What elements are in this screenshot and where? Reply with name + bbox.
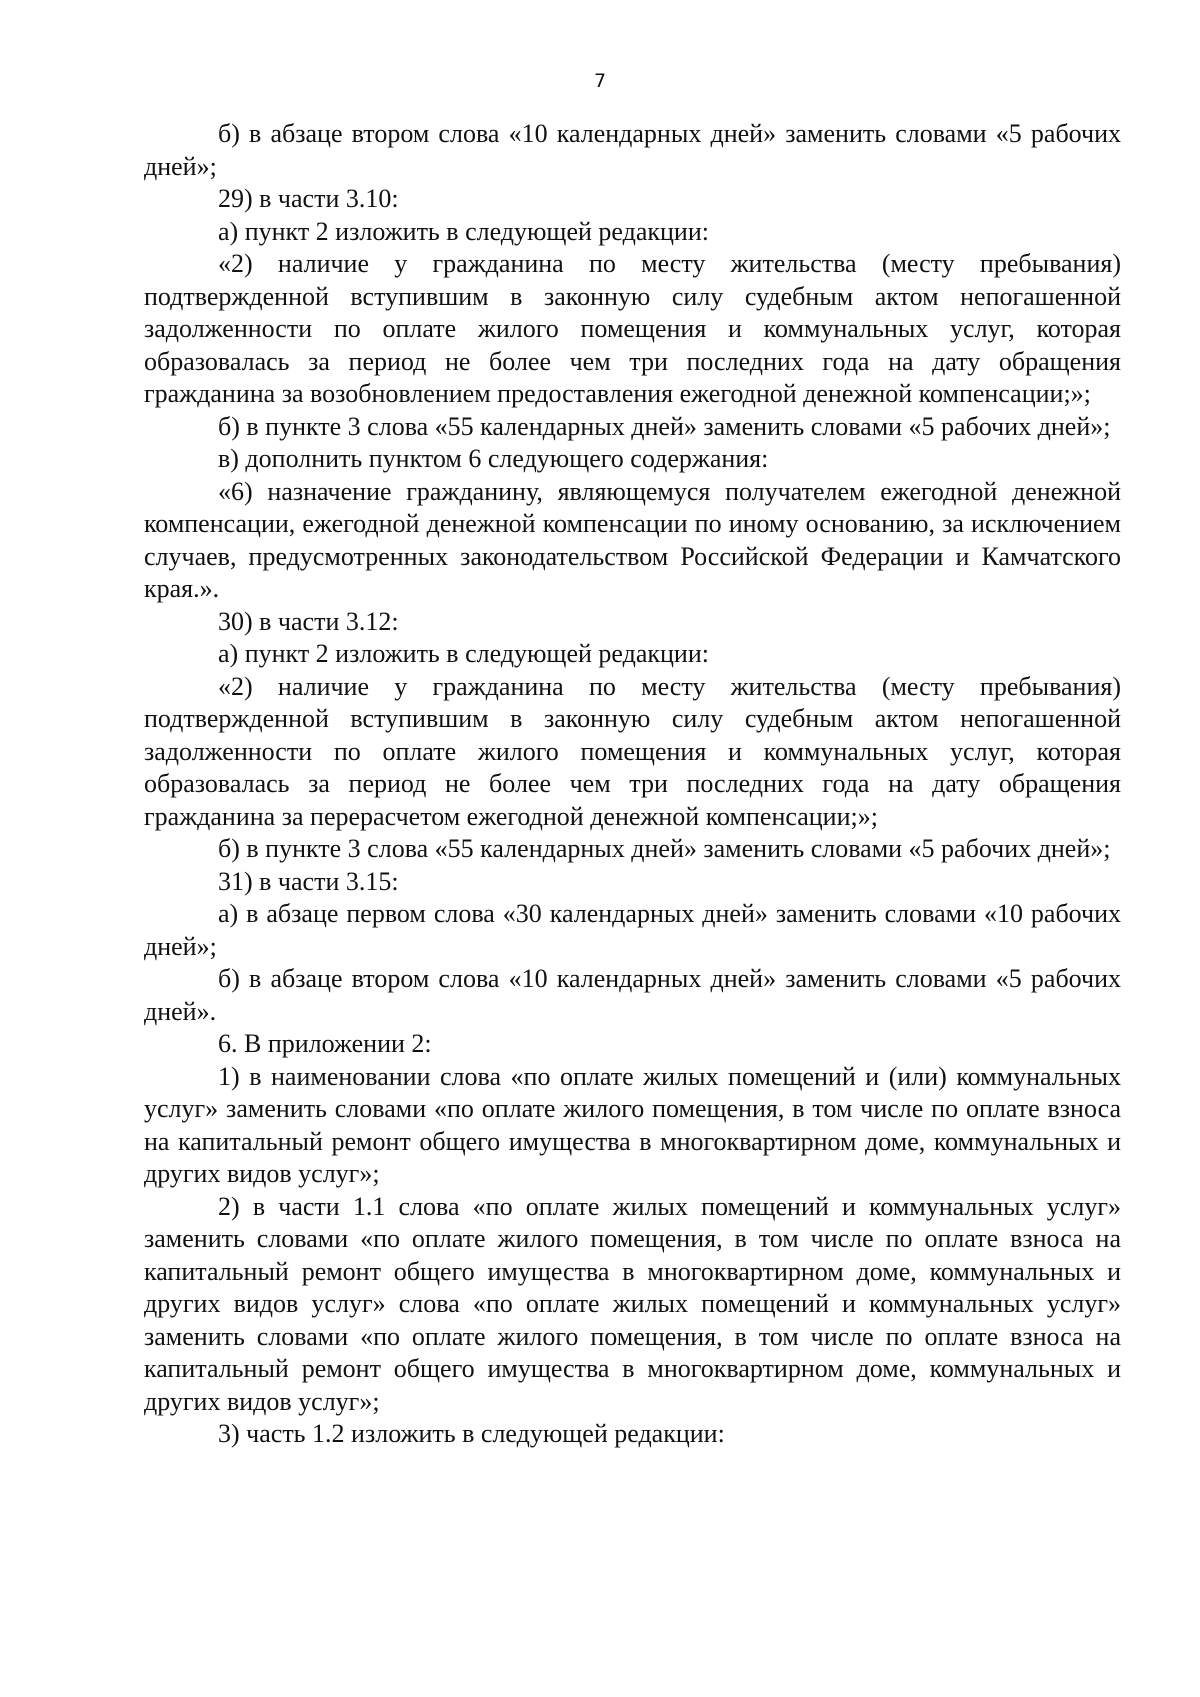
paragraph: 6. В приложении 2: xyxy=(218,1029,432,1058)
paragraph: «2) наличие у гражданина по месту жительства (месту пребывания) подтвержденной вступившим в законную силу судебным актом непогашенной задолженности по оплате жилого помещения и коммунальных услуг, которая образовалась за период не более чем три последних года на дату обращения гражданина за возобновлением предоставления ежегодной денежной компенсации;»; xyxy=(144,249,1121,408)
paragraph: б) в абзаце втором слова «10 календарных дней» заменить словами «5 рабочих дней»; xyxy=(144,119,1121,181)
paragraph: 1) в наименовании слова «по оплате жилых помещений и (или) коммунальных услуг» заменить словами «по оплате жилого помещения, в том числе по оплате взноса на капитальный ремонт общего имущества в многоквартирном доме, коммунальных и других видов услуг»; xyxy=(144,1061,1121,1188)
page-number: 7 xyxy=(593,70,607,92)
paragraph: «2) наличие у гражданина по месту жительства (месту пребывания) подтвержденной вступившим в законную силу судебным актом непогашенной задолженности по оплате жилого помещения и коммунальных услуг, которая образовалась за период не более чем три последних года на дату обращения гражданина за перерасчетом ежегодной денежной компенсации;»; xyxy=(144,671,1121,831)
paragraph: 31) в части 3.15: xyxy=(218,866,399,896)
paragraph: а) в абзаце первом слова «30 календарных дней» заменить словами «10 рабочих дней»; xyxy=(144,899,1121,961)
document-body xyxy=(144,118,1121,1451)
paragraph: 29) в части 3.10: xyxy=(218,184,399,213)
paragraph: в) дополнить пунктом 6 следующего содержания: xyxy=(218,444,769,473)
paragraph: 2) в части 1.1 слова «по оплате жилых помещений и коммунальных услуг» заменить словами «по оплате жилого помещения, в том числе по оплате взноса на капитальный ремонт общего имущества в многоквартирном доме, коммунальных и других видов услуг» слова «по оплате жилых помещений и коммунальных услуг» заменить словами «по оплате жилого помещения, в том числе по оплате взноса на капитальный ремонт общего имущества в многоквартирном доме, коммунальных и других видов услуг»; xyxy=(144,1191,1121,1416)
paragraph: 30) в части 3.12: xyxy=(218,606,399,636)
paragraph: а) пункт 2 изложить в следующей редакции: xyxy=(218,639,709,668)
paragraph: а) пункт 2 изложить в следующей редакции: xyxy=(218,216,709,246)
paragraph: б) в пункте 3 слова «55 календарных дней» заменить словами «5 рабочих дней»; xyxy=(218,411,1111,441)
paragraph: б) в пункте 3 слова «55 календарных дней» заменить словами «5 рабочих дней»; xyxy=(218,834,1111,863)
paragraph: б) в абзаце втором слова «10 календарных дней» заменить словами «5 рабочих дней». xyxy=(144,964,1121,1026)
paragraph: «6) назначение гражданину, являющемуся получателем ежегодной денежной компенсации, ежегодной денежной компенсации по иному основанию, за исключением случаев, предусмотренных законодательством Российской Федерации и Камчатского края.». xyxy=(144,476,1121,603)
paragraph: 3) часть 1.2 изложить в следующей редакции: xyxy=(218,1419,725,1448)
